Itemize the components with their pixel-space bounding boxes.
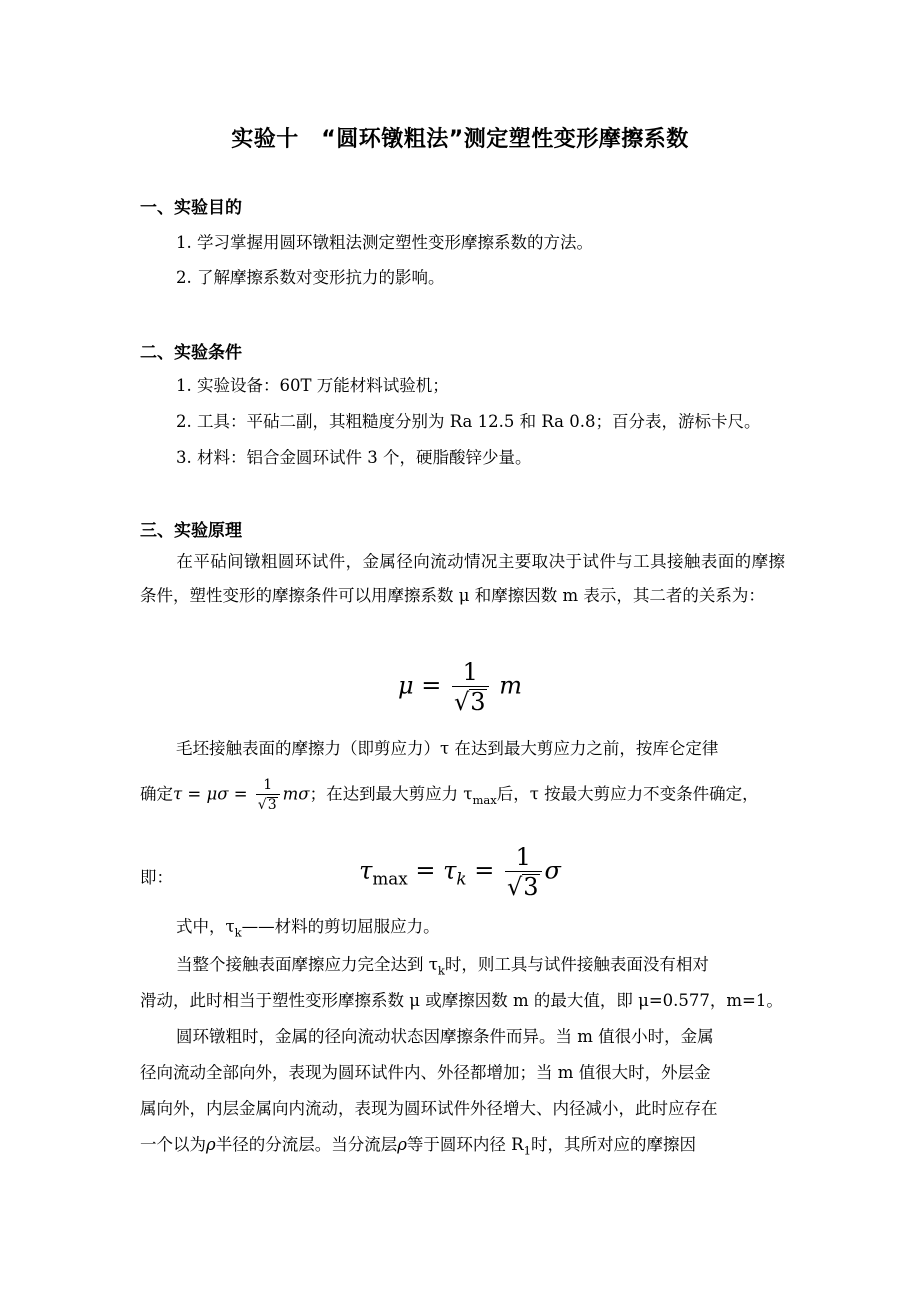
formula2-fraction xyxy=(505,845,542,899)
principle-line-d xyxy=(176,913,440,939)
document-title: 实验十 “圆环镦粗法”测定塑性变形摩擦系数 xyxy=(231,127,689,152)
formula2-num: 1 xyxy=(515,843,531,871)
line-b-tau: τ xyxy=(173,784,183,804)
line-d-1: 式中，τ xyxy=(176,917,235,936)
purpose-item-2: 2. 了解摩擦系数对变形抗力的影响。 xyxy=(176,268,445,287)
formula2-sub-k: k xyxy=(456,868,467,889)
principle-line-i: 属向外，内层金属向内流动，表现为圆环试件外径增大、内径减小，此时应存在 xyxy=(140,1099,718,1118)
line-j-rho2: ρ xyxy=(397,1135,407,1154)
line-j-3: 等于圆环内径 R xyxy=(406,1135,524,1154)
sqrt-icon: √ 3 xyxy=(454,688,486,716)
line-b-suffix-2: 后，τ 按最大剪应力不变条件确定， xyxy=(496,784,759,804)
formula1-rad: 3 xyxy=(470,688,486,716)
line-b-num: 1 xyxy=(263,777,273,793)
principle-paragraph-1-text: 在平砧间镦粗圆环试件，金属径向流动情况主要取决于试件与工具接触表面的摩擦条件，塑性变形的摩擦条件可以用摩擦系数 μ 和摩擦因数 m 表示，其二者的关系为： xyxy=(140,552,785,605)
principle-paragraph-1 xyxy=(140,545,785,613)
line-b-rad: 3 xyxy=(267,797,277,813)
formula1-fraction xyxy=(452,660,489,714)
formula2-eq2: = xyxy=(474,856,495,885)
principle-line-j xyxy=(140,1131,696,1157)
line-j-2: 半径的分流层。当分流层 xyxy=(215,1135,398,1154)
line-b-prefix: 确定 xyxy=(140,784,173,804)
line-b-musigma: μσ xyxy=(206,784,229,804)
line-j-sub: 1 xyxy=(523,1143,531,1158)
line-e-sub: k xyxy=(437,963,445,978)
sqrt-icon: √ 3 xyxy=(506,873,539,901)
principle-line-h: 径向流动全部向外，表现为圆环试件内、外径都增加；当 m 值很大时，外层金 xyxy=(140,1063,711,1082)
sqrt-icon: √ 3 xyxy=(257,797,277,813)
principle-line-g: 圆环镦粗时，金属的径向流动状态因摩擦条件而异。当 m 值很小时，金属 xyxy=(176,1027,714,1046)
section-heading-conditions: 二、实验条件 xyxy=(140,343,242,363)
line-j-rho1: ρ xyxy=(206,1135,216,1154)
principle-line-c-label: 即： xyxy=(140,868,173,887)
formula1-lhs: μ xyxy=(398,671,414,700)
line-b-fraction xyxy=(256,778,280,812)
line-d-2: ——材料的剪切屈服应力。 xyxy=(241,917,440,936)
principle-line-a: 毛坯接触表面的摩擦力（即剪应力）τ 在达到最大剪应力之前，按库仑定律 xyxy=(176,739,719,758)
line-b-msigma: mσ xyxy=(282,784,310,804)
formula2-tauk: τ xyxy=(443,856,457,885)
principle-line-b xyxy=(140,778,759,812)
line-e-2: 时，则工具与试件接触表面没有相对 xyxy=(444,955,709,974)
formula2-tau: τ xyxy=(359,856,373,885)
line-b-suffix-1: ；在达到最大剪应力 τ xyxy=(309,784,473,804)
conditions-item-1: 1. 实验设备：60T 万能材料试验机； xyxy=(176,376,449,395)
formula2-den xyxy=(505,871,542,899)
purpose-item-1: 1. 学习掌握用圆环镦粗法测定塑性变形摩擦系数的方法。 xyxy=(176,233,593,252)
formula2-sub-max: max xyxy=(372,868,408,889)
formula2-eq1: = xyxy=(415,856,436,885)
conditions-item-3: 3. 材料：铝合金圆环试件 3 个，硬脂酸锌少量。 xyxy=(176,448,532,467)
formula-mu-m xyxy=(0,660,920,714)
formula1-num: 1 xyxy=(462,658,478,686)
section-heading-purpose: 一、实验目的 xyxy=(140,198,242,218)
line-b-sub-max: max xyxy=(472,792,497,807)
formula2-rad: 3 xyxy=(523,873,539,901)
principle-line-f: 滑动，此时相当于塑性变形摩擦系数 μ 或摩擦因数 m 的最大值，即 μ=0.577，m=1。 xyxy=(140,991,783,1010)
line-d-sub: k xyxy=(234,925,242,940)
formula-tau-max xyxy=(0,845,920,899)
formula1-den xyxy=(452,686,489,714)
line-b-eq2: = xyxy=(233,784,248,804)
line-j-4: 时，其所对应的摩擦因 xyxy=(530,1135,696,1154)
principle-line-e xyxy=(176,951,709,977)
line-b-den xyxy=(256,794,280,812)
conditions-item-2: 2. 工具：平砧二副，其粗糙度分别为 Ra 12.5 和 Ra 0.8；百分表，游标卡尺。 xyxy=(176,412,761,431)
formula1-eq: = xyxy=(421,671,442,700)
formula1-rhs: m xyxy=(499,671,522,700)
section-heading-principle: 三、实验原理 xyxy=(140,521,242,541)
line-b-eq1: = xyxy=(187,784,202,804)
line-j-1: 一个以为 xyxy=(140,1135,206,1154)
line-e-1: 当整个接触表面摩擦应力完全达到 τ xyxy=(176,955,438,974)
formula2-sigma: σ xyxy=(544,856,561,885)
